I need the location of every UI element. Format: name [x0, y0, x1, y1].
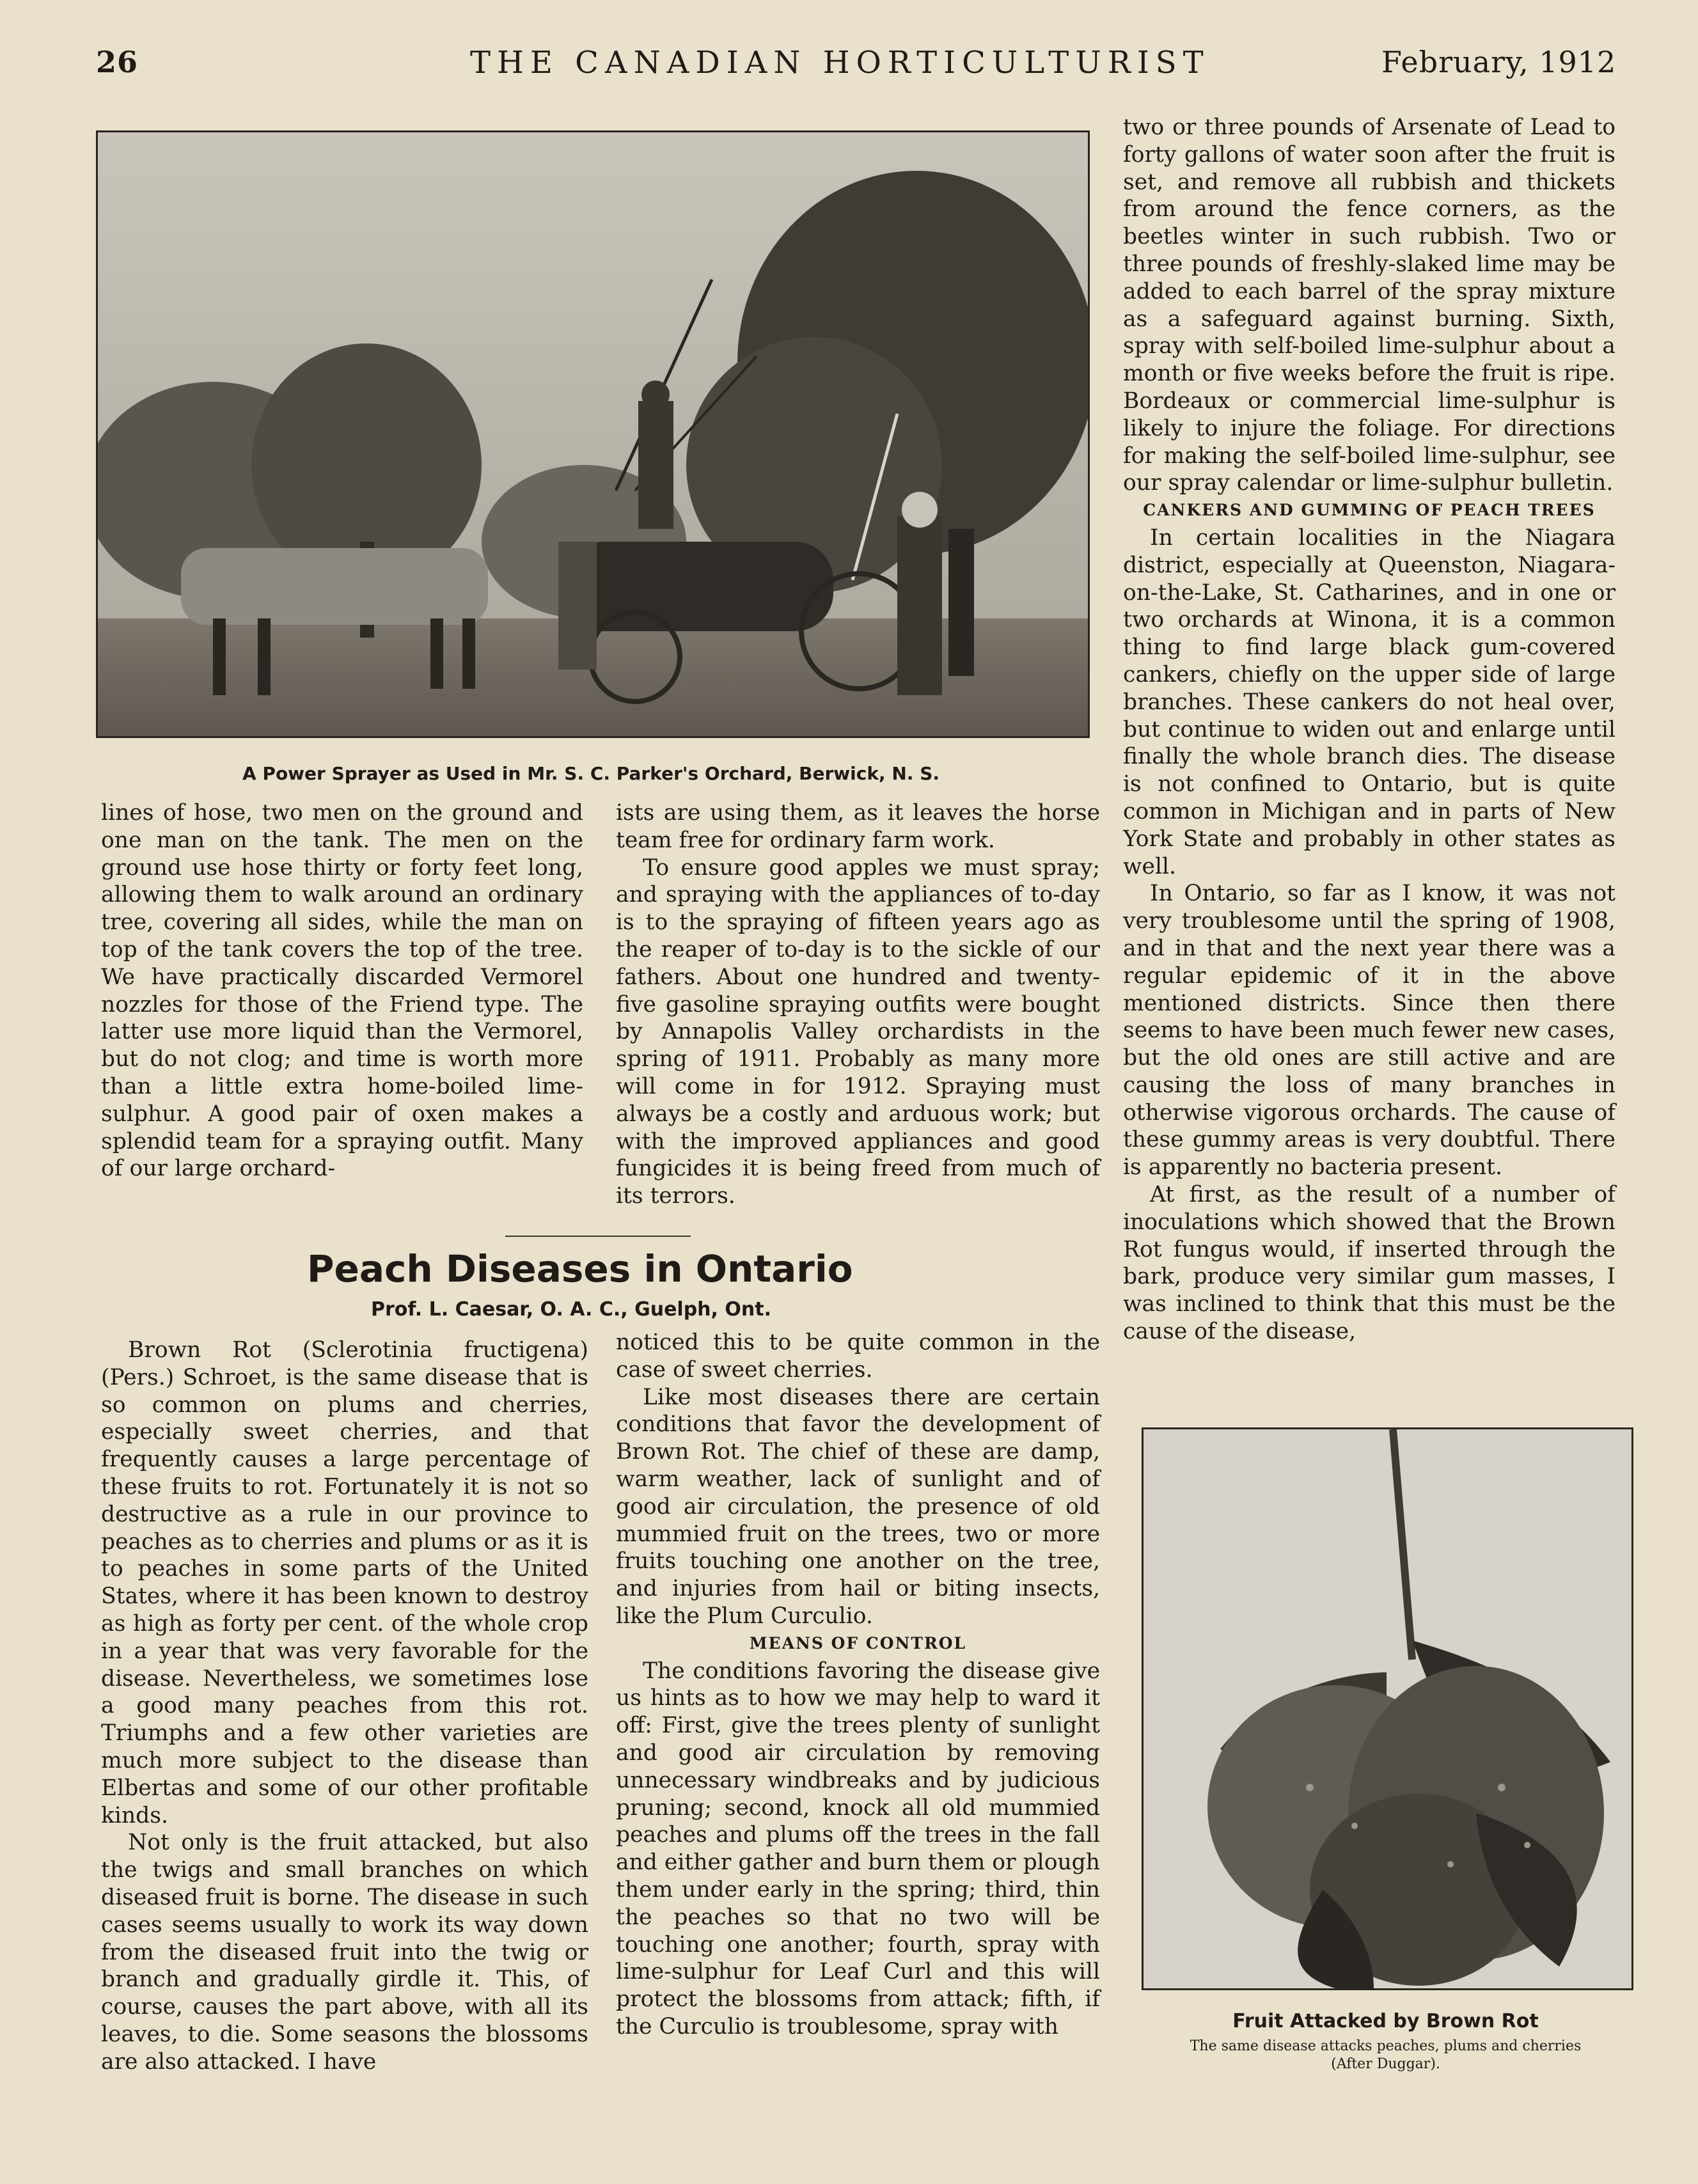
brown-rot-caption-title: Fruit Attacked by Brown Rot: [1232, 2010, 1539, 2032]
article2-paragraph: In Ontario, so far as I know, it was not very troublesome until the spring of 1908, and in that and the next year there was a regular epidemic of it in the above mentioned districts. Since then there seems to have been much fewer new cases, but the old ones are still active and are causing the loss of many branches in otherwise vigorous orchards. The cause of these gummy areas is very doubtful. There is apparently no bacteria present.: [1123, 881, 1615, 1181]
sprayer-photo: [96, 130, 1090, 738]
brown-rot-caption-line1: The same disease attacks peaches, plums and cherries: [1190, 2038, 1582, 2054]
article1-paragraph: ists are using them, as it leaves the horse team free for ordinary farm work.: [616, 800, 1100, 853]
article2-column-left: [101, 1337, 588, 2076]
article2-paragraph: noticed this to be quite common in the case of sweet cherries.: [616, 1330, 1100, 1383]
subhead-cankers: CANKERS AND GUMMING OF PEACH TREES: [1143, 501, 1596, 520]
article-author: Prof. L. Caesar, O. A. C., Guelph, Ont.: [371, 1298, 771, 1321]
section-divider: [505, 1236, 691, 1237]
article2-column-right: [1123, 114, 1615, 1346]
brown-rot-illustration: [1144, 1429, 1631, 1988]
article2-paragraph: two or three pounds of Arsenate of Lead to forty gallons of water soon after the fruit is set, and remove all rubbish and thickets from around the fence corners, as the beetles winter in such rubbish. Two or three pounds of freshly-slaked lime may be added to each barrel of the spray mixture as a safeguard against burning. Sixth, spray with self-boiled lime-sulphur about a month or five weeks before the fruit is ripe. Bordeaux or commercial lime-sulphur is likely to injure the foliage. For directions for making the self-boiled lime-sulphur, see our spray calendar or lime-sulphur bulletin.: [1123, 114, 1615, 496]
journal-title: THE CANADIAN HORTICULTURIST: [470, 45, 1210, 81]
article2-paragraph: Not only is the fruit attacked, but also the twigs and small branches on which diseased fruit is borne. The disease in such cases seems usually to work its way down from the diseased fruit into the twig or branch and gradually girdle it. This, of course, causes the part above, with all its leaves, to die. Some seasons the blossoms are also attacked. I have: [101, 1830, 588, 2075]
article-title: Peach Diseases in Ontario: [307, 1247, 853, 1291]
article1-paragraph: To ensure good apples we must spray; and spraying with the appliances of to-day is to the spraying of fifteen years ago as the reaper of to-day is to the sickle of our fathers. About one hundred and twenty-five gasoline spraying outfits were bought by Annapolis Valley orchardists in the spring of 1911. Probably as many more will come in for 1912. Spraying must always be a costly and arduous work; but with the improved appliances and good fungicides it is being freed from much of its terrors.: [616, 854, 1100, 1209]
sprayer-photo-illustration: [98, 132, 1088, 736]
article1-paragraph: lines of hose, two men on the ground and one man on the tank. The men on the ground use hose thirty or forty feet long, allowing them to walk around an ordinary tree, covering all sides, while the man on top of the tank covers the top of the tree. We have practically discarded Vermorel nozzles for those of the Friend type. The latter use more liquid than the Vermorel, but do not clog; and time is worth more than a little extra home-boiled lime-sulphur. A good pair of oxen makes a splendid team for a spraying outfit. Many of our large orchard-: [101, 800, 583, 1182]
issue-date: February, 1912: [1381, 45, 1617, 79]
article1-column-left: [101, 799, 583, 1182]
article2-paragraph: Brown Rot (Sclerotinia fructigena) (Pers.) Schroet, is the same disease that is so common on plums and cherries, especially sweet cherries, and that frequently causes a large percentage of these fruits to rot. Fortunately it is not so destructive as a rule in our province to peaches as to cherries and plums or as it is to peaches in some parts of the United States, where it has been known to destroy as high as forty per cent. of the whole crop in a year that was very favorable for the disease. Nevertheless, we sometimes lose a good many peaches from this rot. Triumphs and a few other varieties are much more subject to the disease than Elbertas and some of our other profitable kinds.: [101, 1337, 588, 1828]
brown-rot-photo: [1142, 1427, 1633, 1990]
article2-paragraph: Like most diseases there are certain conditions that favor the development of Brown Rot. The chief of these are damp, warm weather, lack of sunlight and of good air circulation, the presence of old mummied fruit on the trees, two or more fruits touching one another on the tree, and injuries from hail or biting insects, like the Plum Curculio.: [616, 1384, 1100, 1629]
article2-paragraph: In certain localities in the Niagara district, especially at Queenston, Niagara-on-the-Lake, St. Catharines, and in one or two orchards at Winona, it is a common thing to find large black gum-covered cankers, chiefly on the upper side of large branches. These cankers do not heal over, but continue to widen out and enlarge until finally the whole branch dies. The disease is not confined to Ontario, but is quite common in Michigan and in parts of New York State and probably in other states as well.: [1123, 524, 1615, 879]
article1-column-middle: [616, 799, 1100, 1210]
subhead-means-of-control: MEANS OF CONTROL: [749, 1633, 967, 1653]
brown-rot-caption-line2: (After Duggar).: [1331, 2056, 1440, 2072]
article2-paragraph: At first, as the result of a number of inoculations which showed that the Brown Rot fungus would, if inserted through the bark, produce very similar gum masses, I was inclined to think that this must be the cause of the disease,: [1123, 1182, 1615, 1345]
article2-paragraph: The conditions favoring the disease give us hints as to how we may help to ward it off: First, give the trees plenty of sunlight and good air circulation by removing unnecessary windbreaks and by judicious pruning; second, knock all old mummied peaches and plums off the trees in the fall and either gather and burn them or plough them under early in the spring; third, thin the peaches so that no two will be touching one another; fourth, spray with lime-sulphur for Leaf Curl and this will protect the blossoms from attack; fifth, if the Curculio is troublesome, spray with: [616, 1658, 1100, 2039]
sprayer-photo-caption: A Power Sprayer as Used in Mr. S. C. Parker's Orchard, Berwick, N. S.: [242, 763, 939, 784]
page-number: 26: [96, 45, 139, 79]
article2-column-middle: [616, 1329, 1100, 2041]
